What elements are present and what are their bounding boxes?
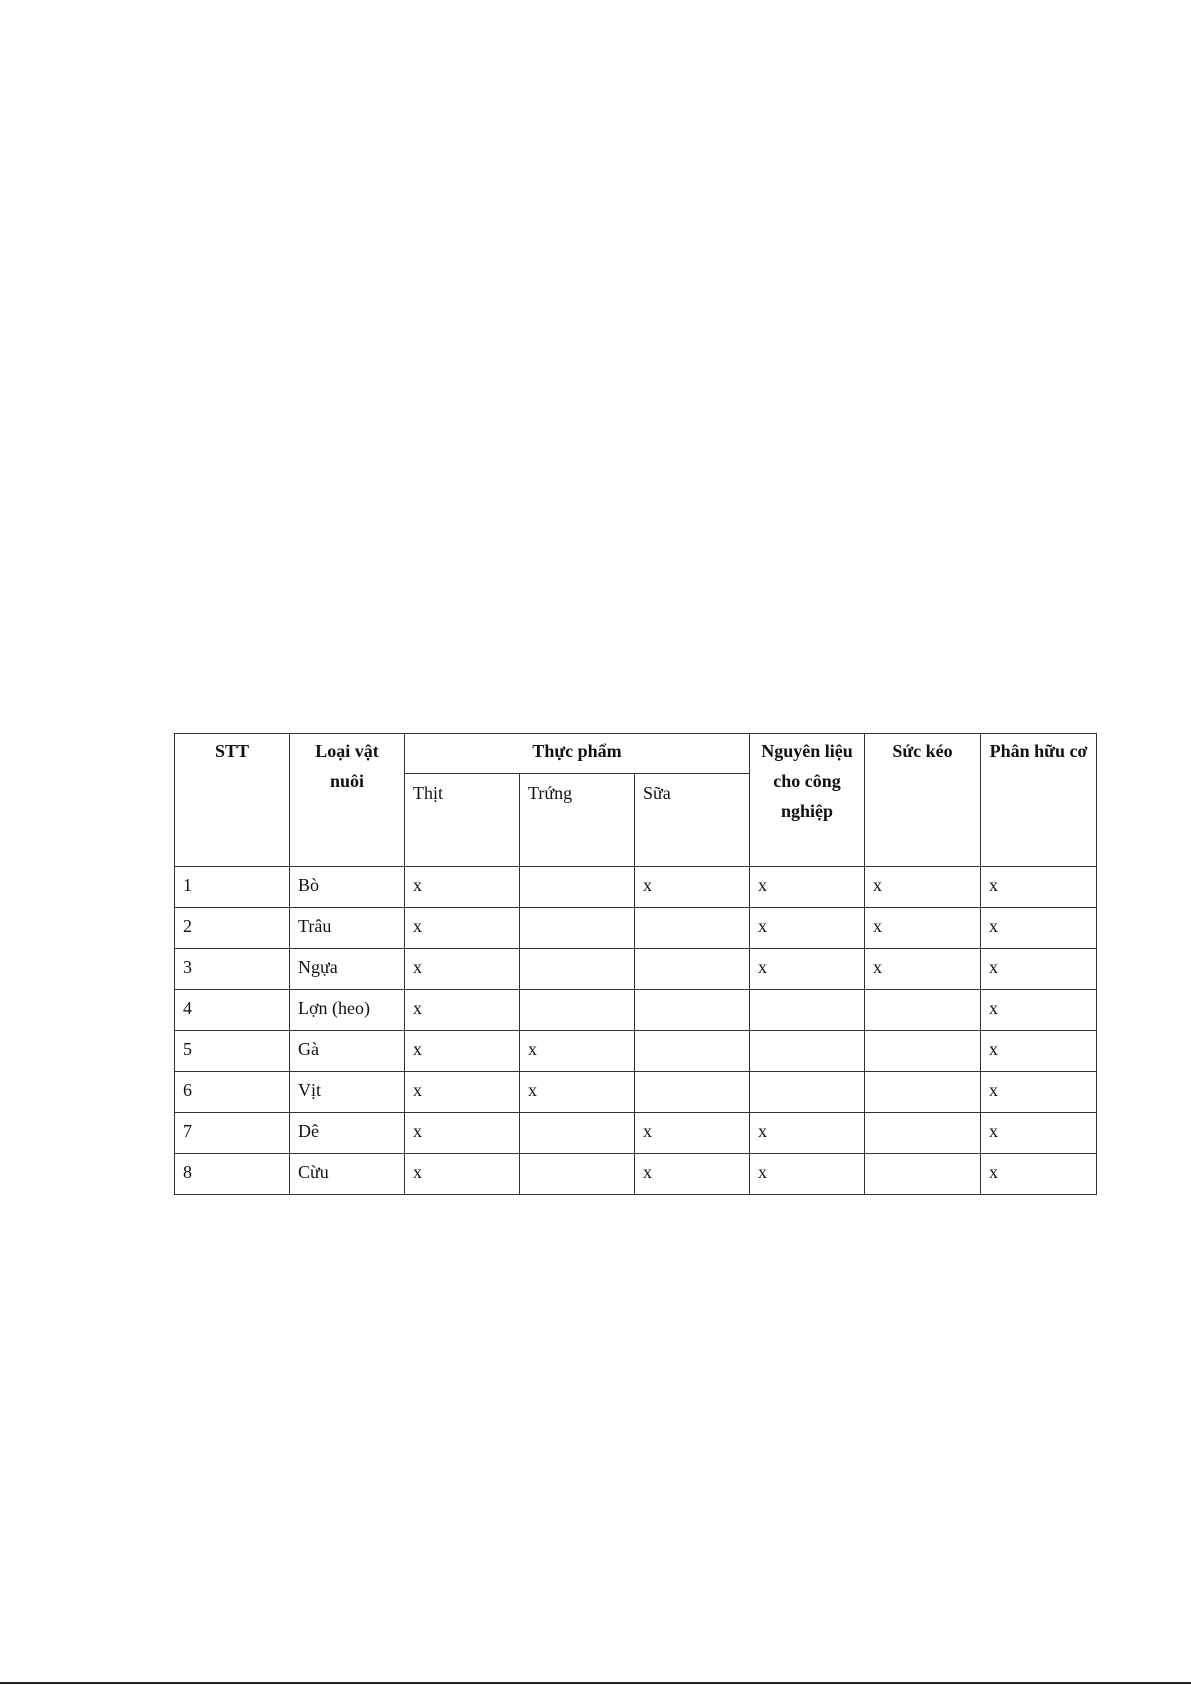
cell-egg: x xyxy=(520,1031,635,1072)
cell-draft: x xyxy=(865,949,981,990)
cell-milk xyxy=(635,1072,750,1113)
table-row xyxy=(175,1072,1097,1113)
cell-milk: x xyxy=(635,1154,750,1195)
cell-meat: x xyxy=(405,949,520,990)
cell-meat: x xyxy=(405,990,520,1031)
cell-stt: 5 xyxy=(175,1031,290,1072)
cell-milk xyxy=(635,1031,750,1072)
cell-milk: x xyxy=(635,867,750,908)
cell-meat: x xyxy=(405,1154,520,1195)
header-industry: Nguyên liệu cho công nghiệp xyxy=(750,734,865,867)
cell-industry xyxy=(750,1072,865,1113)
cell-meat: x xyxy=(405,1113,520,1154)
cell-fertilizer: x xyxy=(981,867,1097,908)
header-food: Thực phẩm xyxy=(405,734,750,774)
cell-stt: 4 xyxy=(175,990,290,1031)
cell-industry: x xyxy=(750,949,865,990)
header-meat: Thịt xyxy=(405,774,520,867)
cell-fertilizer: x xyxy=(981,1031,1097,1072)
cell-milk xyxy=(635,990,750,1031)
header-egg: Trứng xyxy=(520,774,635,867)
header-milk: Sữa xyxy=(635,774,750,867)
cell-egg xyxy=(520,1154,635,1195)
cell-draft: x xyxy=(865,908,981,949)
cell-animal: Lợn (heo) xyxy=(290,990,405,1031)
cell-animal: Dê xyxy=(290,1113,405,1154)
header-animal: Loại vật nuôi xyxy=(290,734,405,867)
cell-egg xyxy=(520,867,635,908)
table-row xyxy=(175,949,1097,990)
cell-milk: x xyxy=(635,1113,750,1154)
cell-animal: Trâu xyxy=(290,908,405,949)
cell-milk xyxy=(635,908,750,949)
cell-stt: 6 xyxy=(175,1072,290,1113)
cell-industry xyxy=(750,1031,865,1072)
cell-fertilizer: x xyxy=(981,1154,1097,1195)
page-bottom-rule xyxy=(0,1682,1191,1684)
cell-fertilizer: x xyxy=(981,1113,1097,1154)
cell-stt: 2 xyxy=(175,908,290,949)
cell-animal: Gà xyxy=(290,1031,405,1072)
table-row xyxy=(175,867,1097,908)
cell-egg: x xyxy=(520,1072,635,1113)
cell-egg xyxy=(520,949,635,990)
table-row xyxy=(175,1113,1097,1154)
cell-industry: x xyxy=(750,908,865,949)
cell-industry: x xyxy=(750,1154,865,1195)
cell-egg xyxy=(520,1113,635,1154)
table-row xyxy=(175,1031,1097,1072)
cell-meat: x xyxy=(405,1072,520,1113)
header-fertilizer: Phân hữu cơ xyxy=(981,734,1097,867)
table-row xyxy=(175,908,1097,949)
cell-draft xyxy=(865,990,981,1031)
cell-meat: x xyxy=(405,908,520,949)
table-row xyxy=(175,1154,1097,1195)
cell-stt: 8 xyxy=(175,1154,290,1195)
header-stt: STT xyxy=(175,734,290,867)
cell-stt: 7 xyxy=(175,1113,290,1154)
cell-animal: Vịt xyxy=(290,1072,405,1113)
cell-animal: Bò xyxy=(290,867,405,908)
table-row xyxy=(175,990,1097,1031)
cell-stt: 3 xyxy=(175,949,290,990)
cell-draft xyxy=(865,1072,981,1113)
cell-fertilizer: x xyxy=(981,990,1097,1031)
cell-stt: 1 xyxy=(175,867,290,908)
cell-egg xyxy=(520,990,635,1031)
cell-industry: x xyxy=(750,867,865,908)
cell-meat: x xyxy=(405,867,520,908)
cell-meat: x xyxy=(405,1031,520,1072)
cell-fertilizer: x xyxy=(981,908,1097,949)
livestock-products-table xyxy=(174,733,1097,1195)
cell-egg xyxy=(520,908,635,949)
cell-animal: Cừu xyxy=(290,1154,405,1195)
cell-animal: Ngựa xyxy=(290,949,405,990)
cell-fertilizer: x xyxy=(981,1072,1097,1113)
cell-draft xyxy=(865,1113,981,1154)
cell-fertilizer: x xyxy=(981,949,1097,990)
cell-draft xyxy=(865,1031,981,1072)
cell-milk xyxy=(635,949,750,990)
cell-industry xyxy=(750,990,865,1031)
table-body xyxy=(175,867,1097,1195)
cell-draft xyxy=(865,1154,981,1195)
cell-industry: x xyxy=(750,1113,865,1154)
cell-draft: x xyxy=(865,867,981,908)
header-draft: Sức kéo xyxy=(865,734,981,867)
